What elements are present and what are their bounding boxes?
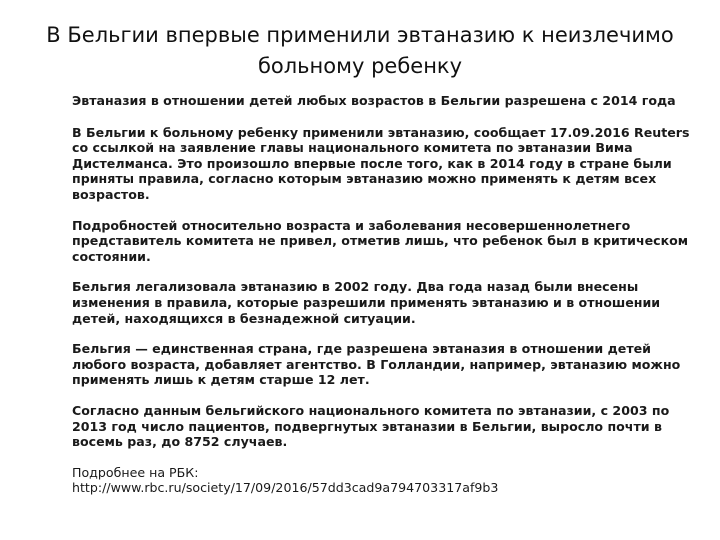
paragraph-1: В Бельгии к больному ребенку применили эвтаназию, сообщает 17.09.2016 Reuters со ссылкой на заявление главы национального комитета по эвтаназии Вима Дистелманса. Это произошло впервые после того, как в 2014 году в стране были приняты правила, согласно которым эвтаназию можно применять к детям всех возрастов.: [72, 124, 690, 202]
slide-title: В Бельгии впервые применили эвтаназию к неизлечимо больному ребенку: [46, 23, 674, 78]
lead-paragraph: Эвтаназия в отношении детей любых возрастов в Бельгии разрешена с 2014 года: [72, 93, 676, 108]
paragraph-5: Согласно данным бельгийского национального комитета по эвтаназии, с 2003 по 2013 год число пациентов, подвергнутых эвтаназии в Бельгии, выросло почти в восемь раз, до 8752 случаев.: [72, 402, 670, 450]
paragraph-3: Бельгия легализовала эвтаназию в 2002 году. Два года назад были внесены изменения в правила, которые разрешили применять эвтаназию и в отношении детей, находящихся в безнадежной ситуации.: [72, 279, 661, 326]
paragraph-2: Подробностей относительно возраста и заболевания несовершеннолетнего представитель комитета не привел, отметив лишь, что ребенок был в критическом состоянии.: [72, 217, 689, 264]
article-body: [72, 93, 692, 511]
paragraph-4: Бельгия — единственная страна, где разрешена эвтаназия в отношении детей любого возраста, добавляет агентство. В Голландии, например, эвтаназию можно применять лишь к детям старше 12 лет.: [72, 341, 681, 388]
source-note: [72, 465, 692, 496]
source-label: Подробнее на РБК:: [72, 464, 199, 480]
source-url-link[interactable]: http://www.rbc.ru/society/17/09/2016/57dd3cad9a794703317af9b3: [72, 480, 499, 496]
